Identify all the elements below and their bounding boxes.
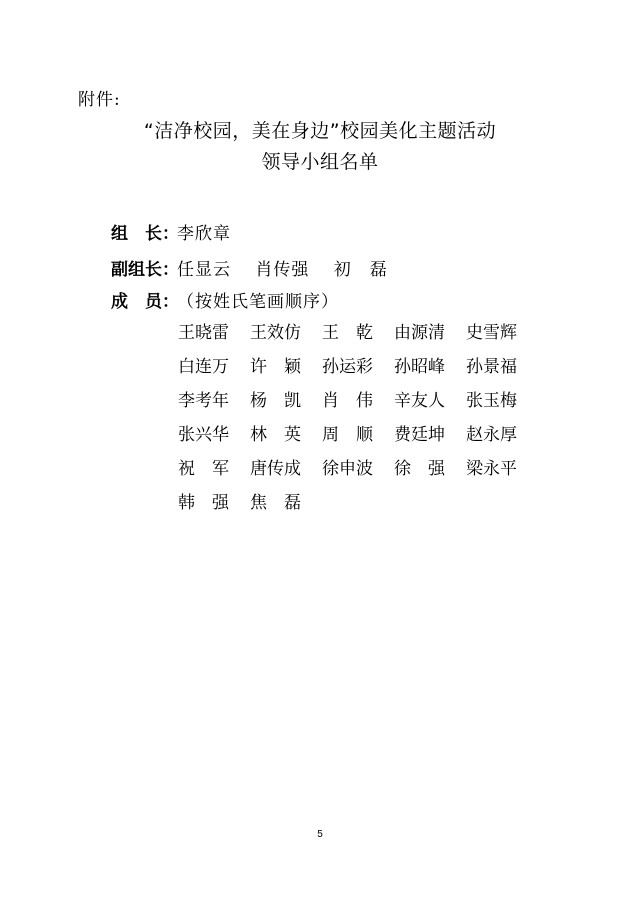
member-name: 焦 磊 — [250, 493, 301, 513]
member-row — [178, 352, 538, 386]
members-note: （按姓氏笔画顺序） — [177, 292, 339, 312]
member-name: 费廷坤 — [394, 425, 445, 445]
leader-label: 组 长： — [111, 224, 179, 244]
member-name: 王效仿 — [250, 323, 301, 343]
member-row — [178, 318, 538, 352]
member-name: 由源清 — [394, 323, 445, 343]
member-name: 梁永平 — [466, 459, 517, 479]
member-name: 孙景福 — [466, 357, 517, 377]
attachment-label: 附件: — [78, 90, 121, 110]
member-row — [178, 420, 538, 454]
member-name: 张兴华 — [178, 425, 229, 445]
member-list — [178, 318, 538, 522]
member-name: 史雪辉 — [466, 323, 517, 343]
member-name: 韩 强 — [178, 493, 229, 513]
member-name: 李考年 — [178, 391, 229, 411]
member-name: 许 颖 — [250, 357, 301, 377]
member-name: 张玉梅 — [466, 391, 517, 411]
member-row — [178, 488, 538, 522]
member-name: 肖 伟 — [322, 391, 373, 411]
member-row — [178, 454, 538, 488]
deputy-row — [111, 255, 388, 280]
title-line-1: “洁净校园，美在身边”校园美化主题活动 — [143, 120, 497, 142]
member-name: 孙运彩 — [322, 357, 373, 377]
member-name: 徐申波 — [322, 459, 373, 479]
page-number: 5 — [317, 829, 323, 840]
members-row — [111, 287, 339, 312]
title-line-2: 领导小组名单 — [261, 151, 379, 173]
member-name: 林 英 — [250, 425, 301, 445]
member-name: 王 乾 — [322, 323, 373, 343]
member-name: 辛友人 — [394, 391, 445, 411]
leader-name: 李欣章 — [177, 224, 231, 244]
member-name: 徐 强 — [394, 459, 445, 479]
member-name: 王晓雷 — [178, 323, 229, 343]
member-name: 唐传成 — [250, 459, 301, 479]
member-name: 赵永厚 — [466, 425, 517, 445]
member-name: 孙昭峰 — [394, 357, 445, 377]
deputy-names: 任显云 肖传强 初 磊 — [177, 260, 388, 280]
member-row — [178, 386, 538, 420]
deputy-label: 副组长： — [111, 260, 179, 280]
members-label: 成 员： — [111, 292, 179, 312]
member-name: 祝 军 — [178, 459, 229, 479]
leader-row — [111, 219, 231, 244]
member-name: 周 顺 — [322, 425, 373, 445]
member-name: 白连万 — [178, 357, 229, 377]
member-name: 杨 凯 — [250, 391, 301, 411]
